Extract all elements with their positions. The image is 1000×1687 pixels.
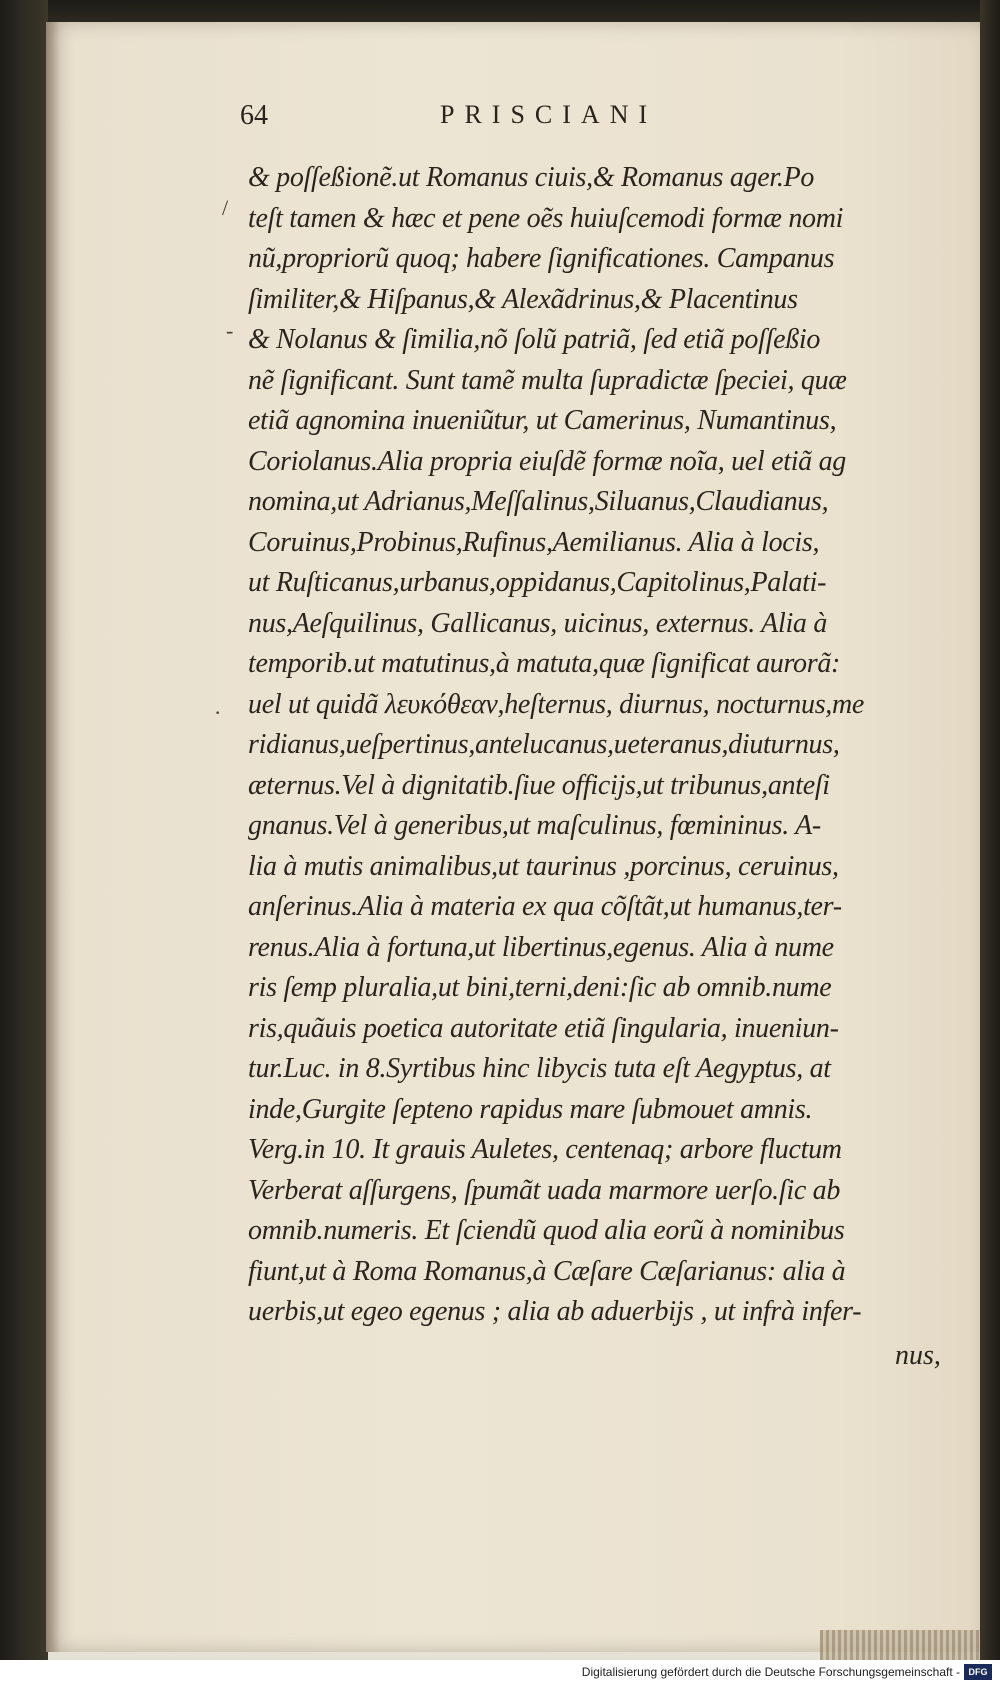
text-line: temporib.ut matutinus,à matuta,quæ ſignificat aurorã: — [248, 648, 841, 679]
margin-dash-mark: - — [226, 318, 234, 343]
running-head: PRISCIANI — [440, 100, 658, 129]
text-line: teſt tamen & hæc et pene oẽs huiuſcemodi formæ nomi — [248, 202, 844, 234]
text-line: ut Ruſticanus,urbanus,oppidanus,Capitolinus,Palati- — [248, 567, 827, 598]
catchword: nus, — [895, 1340, 941, 1371]
dfg-logo-icon: DFG — [964, 1664, 992, 1680]
text-line: ris ſemp pluralia,ut bini,terni,deni:ſic ab omnib.nume — [248, 972, 832, 1003]
spine-shadow — [46, 22, 60, 1652]
footer-bar — [0, 1660, 1000, 1687]
text-line: Coruinus,Probinus,Rufinus,Aemilianus. Alia à locis, — [248, 526, 820, 558]
text-line: tur.Luc. in 8.Syrtibus hinc libycis tuta eſt Aegyptus, at — [248, 1053, 831, 1084]
scan-background-top — [0, 0, 1000, 22]
body-text — [248, 158, 960, 1333]
text-line: ris,quãuis poetica autoritate etiã ſingularia, inueniun- — [248, 1012, 839, 1044]
folio-number: 64 — [240, 100, 268, 131]
margin-dot-mark: · — [214, 700, 222, 725]
text-line: nomina,ut Adrianus,Meſſalinus,Siluanus,Claudianus, — [248, 486, 829, 517]
funding-credit: Digitalisierung gefördert durch die Deutsche Forschungsgemeinschaft - — [581, 1665, 960, 1679]
text-line: anſerinus.Alia à materia ex qua cõſtãt,ut humanus,ter- — [248, 891, 842, 922]
text-line: ſimiliter,& Hiſpanus,& Alexãdrinus,& Placentinus — [248, 283, 798, 315]
text-line: inde,Gurgite ſepteno rapidus mare ſubmouet amnis. — [248, 1093, 813, 1125]
text-line: omnib.numeris. Et ſciendũ quod alia eorũ à nominibus — [248, 1215, 845, 1246]
text-line: Verberat aſſurgens, ſpumãt uada marmore uerſo.ſic ab — [248, 1174, 841, 1206]
text-line: ridianus,ueſpertinus,antelucanus,ueteranus,diuturnus, — [248, 729, 840, 760]
text-line: Coriolanus.Alia propria eiuſdẽ formæ noĩa, uel etiã ag — [248, 445, 846, 477]
text-line: nũ,propriorũ quoq; habere ſignificationes. Campanus — [248, 243, 835, 274]
text-line: nus,Aeſquilinus, Gallicanus, uicinus, externus. Alia à — [248, 607, 828, 639]
text-line: æternus.Vel à dignitatib.ſiue officijs,ut tribunus,anteſi — [248, 769, 830, 801]
text-line: renus.Alia à fortuna,ut libertinus,egenus. Alia à nume — [248, 931, 834, 963]
scan-background-right — [980, 0, 1000, 1660]
page-header — [240, 100, 940, 140]
scan-background-left — [0, 0, 48, 1660]
text-line: gnanus.Vel à generibus,ut maſculinus, fœmininus. A- — [248, 810, 821, 841]
text-line: lia à mutis animalibus,ut taurinus ,porcinus, ceruinus, — [248, 850, 839, 882]
text-line: uerbis,ut egeo egenus ; alia ab aduerbijs , ut infrà infer- — [248, 1296, 862, 1327]
text-line: uel ut quidã λευκόθεαν,heſternus, diurnus, nocturnus,me — [248, 688, 865, 720]
text-line: & Nolanus & ſimilia,nõ ſolũ patriã, ſed etiã poſſeßio — [248, 324, 821, 355]
margin-stroke-mark: / — [222, 195, 229, 220]
page-edge-stack — [820, 1630, 980, 1660]
text-line: fiunt,ut à Roma Romanus,à Cæſare Cæſarianus: alia à — [248, 1255, 846, 1287]
text-line: nẽ ſignificant. Sunt tamẽ multa ſupradictæ ſpeciei, quæ — [248, 364, 847, 396]
text-line: Verg.in 10. It grauis Auletes, centenaq; arbore fluctum — [248, 1134, 842, 1165]
text-line: & poſſeßionẽ.ut Romanus ciuis,& Romanus ager.Po — [248, 162, 815, 193]
text-line: etiã agnomina inueniũtur, ut Camerinus, Numantinus, — [248, 405, 837, 436]
